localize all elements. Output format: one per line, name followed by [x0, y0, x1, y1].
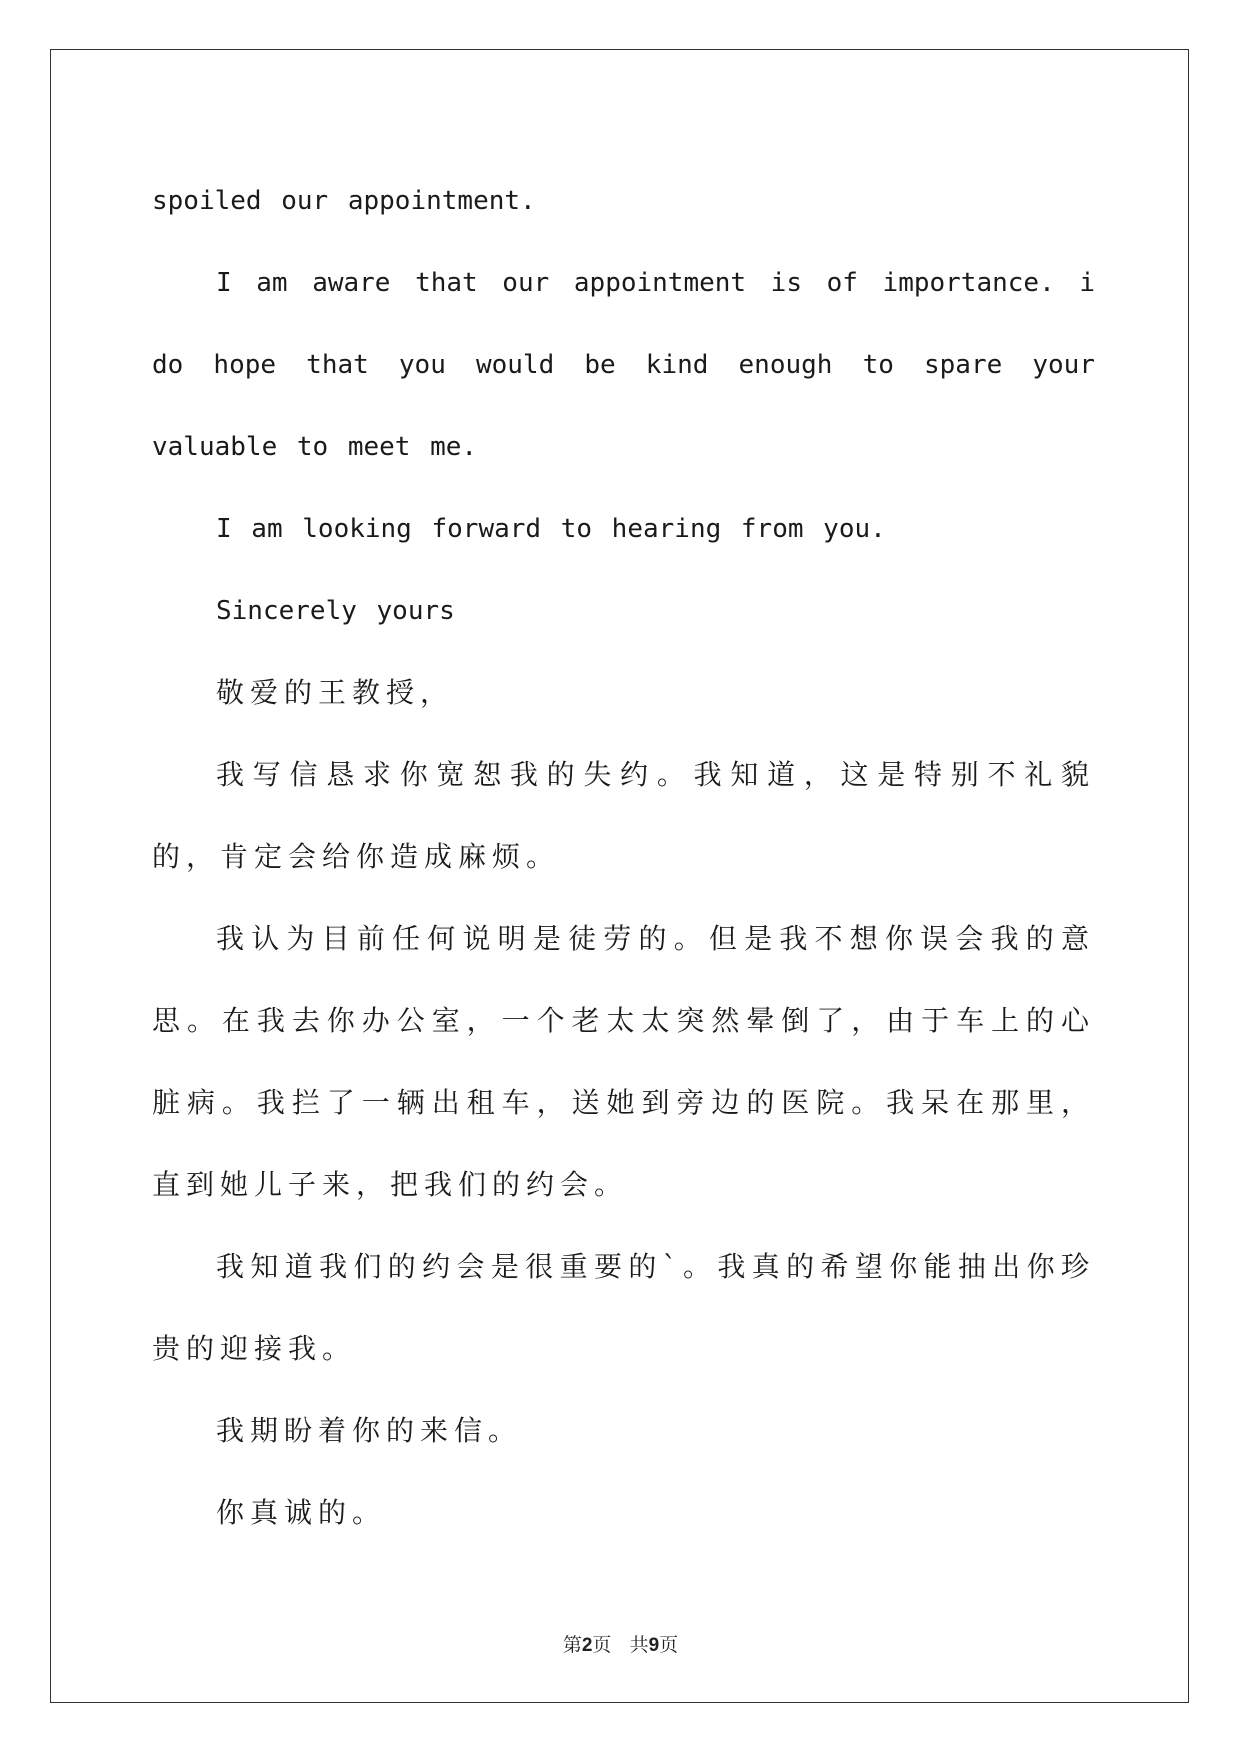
footer-current-page: 2	[581, 1635, 593, 1656]
footer-page-unit: 页	[592, 1634, 612, 1656]
paragraph-zh-3: 我知道我们的约会是很重要的`。我真的希望你能抽出你珍贵的迎接我。	[152, 1250, 1095, 1365]
paragraph-2: I am aware that our appointment is of importance. i do hope that you would be kind enough to spare your valuable to meet me.	[152, 268, 1095, 462]
footer-total-prefix: 共	[629, 1634, 649, 1656]
footer-total-unit: 页	[659, 1634, 679, 1656]
salutation-chinese: 敬爱的王教授，	[216, 676, 455, 709]
document-body	[152, 160, 1095, 1554]
footer-separator	[611, 1634, 629, 1656]
paragraph-3: I am looking forward to hearing from you.	[216, 514, 886, 544]
paragraph-zh-1: 我写信恳求你宽恕我的失约。我知道，这是特别不礼貌的，肯定会给你造成麻烦。	[152, 758, 1095, 873]
paragraph-zh-2: 我认为目前任何说明是徒劳的。但是我不想你误会我的意思。在我去你办公室，一个老太太突然晕倒了，由于车上的心脏病。我拦了一辆出租车，送她到旁边的医院。我呆在那里，直到她儿子来，把我们的约会。	[152, 922, 1095, 1201]
paragraph-zh-4: 我期盼着你的来信。	[216, 1414, 523, 1447]
footer-prefix: 第	[562, 1634, 582, 1656]
paragraph-1: spoiled our appointment.	[152, 186, 536, 216]
page-footer	[0, 1630, 1241, 1657]
footer-total-pages: 9	[648, 1635, 660, 1656]
closing-chinese: 你真诚的。	[216, 1496, 387, 1529]
closing-english: Sincerely yours	[216, 596, 455, 626]
